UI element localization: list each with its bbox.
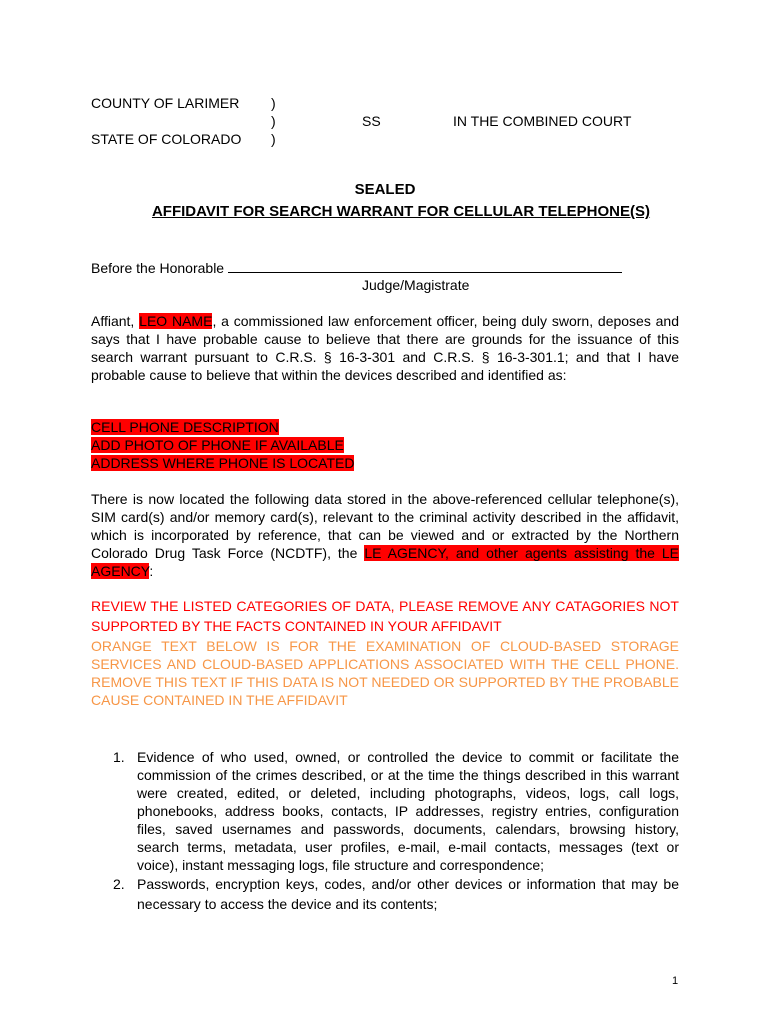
list-item-text: Passwords, encryption keys, codes, and/or other devices or information that may be necessary to access the device and its contents; [137,876,679,912]
page-number: 1 [672,975,679,987]
caption-ss: SS [362,113,381,129]
list-item-number: 1. [113,749,125,765]
title-sealed: SEALED [354,181,416,198]
caption-court: IN THE COMBINED COURT [453,113,632,129]
located-agency-placeholder: LE AGENCY, and other agents assisting the LE AGENCY [91,545,679,579]
honorable-line [91,258,622,277]
honorable-sub: Judge/Magistrate [362,277,470,293]
cloud-storage-note: ORANGE TEXT BELOW IS FOR THE EXAMINATION OF CLOUD-BASED STORAGE SERVICES AND CLOUD-BASED APPLICATIONS ASSOCIATED WITH THE CELL PHONE. REMOVE THIS TEXT IF THIS DATA IS NOT NEEDED OR SUPPORTED BY THE PROBABLE CAUSE CONTAINED IN THE AFFIDAVIT [91,638,679,708]
caption-paren-2: ) [271,113,276,129]
list-item [91,874,679,914]
affiant-paragraph [91,312,679,384]
caption-paren-1: ) [271,95,276,111]
evidence-list [91,748,679,914]
placeholder-add-photo: ADD PHOTO OF PHONE IF AVAILABLE [91,437,344,453]
affiant-post: , a commissioned law enforcement officer, being duly sworn, deposes and says that I have probable cause to believe that there are grounds for the issuance of this search warrant pursuant to C.R.S. § 16-3-301 and C.R.S. § 16-3-301.1; and that I have probable cause to believe that within the devices described and identified as: [91,313,680,383]
list-item [91,748,679,874]
affiant-name-placeholder: LEO NAME [139,313,213,329]
caption-state: STATE OF COLORADO [91,131,242,147]
located-paragraph [91,490,679,580]
caption-paren-3: ) [271,131,276,147]
title-affidavit: AFFIDAVIT FOR SEARCH WARRANT FOR CELLULAR TELEPHONE(S) [151,203,651,220]
placeholder-cell-description: CELL PHONE DESCRIPTION [91,419,279,435]
located-end: : [149,563,154,579]
placeholder-address: ADDRESS WHERE PHONE IS LOCATED [91,455,355,471]
review-note: REVIEW THE LISTED CATEGORIES OF DATA, PLEASE REMOVE ANY CATAGORIES NOT SUPPORTED BY THE FACTS CONTAINED IN YOUR AFFIDAVIT [91,598,679,634]
affiant-pre: Affiant, [91,313,135,329]
honorable-blank [228,258,622,273]
caption-county: COUNTY OF LARIMER [91,95,240,111]
list-item-text: Evidence of who used, owned, or controlled the device to commit or facilitate the commission of the crimes described, or at the time the things described in this warrant were created, edited, or deleted, including photographs, videos, logs, call logs, phonebooks, address books, contacts, IP addresses, registry entries, configuration files, saved usernames and passwords, documents, calendars, browsing history, search terms, metadata, user profiles, e-mail, e-mail contacts, messages (text or voice), instant messaging logs, file structure and correspondence; [137,749,679,873]
honorable-text: Before the Honorable [91,260,225,276]
located-text: There is now located the following data stored in the above-referenced cellular telephone(s), SIM card(s) and/or memory card(s), relevant to the criminal activity described in the affidavit, which is incorporated by reference, that can be viewed and or extracted by the Northern Colorado Drug Task Force (NCDTF), the [91,491,679,561]
placeholder-block [91,418,354,472]
list-item-number: 2. [113,876,125,892]
